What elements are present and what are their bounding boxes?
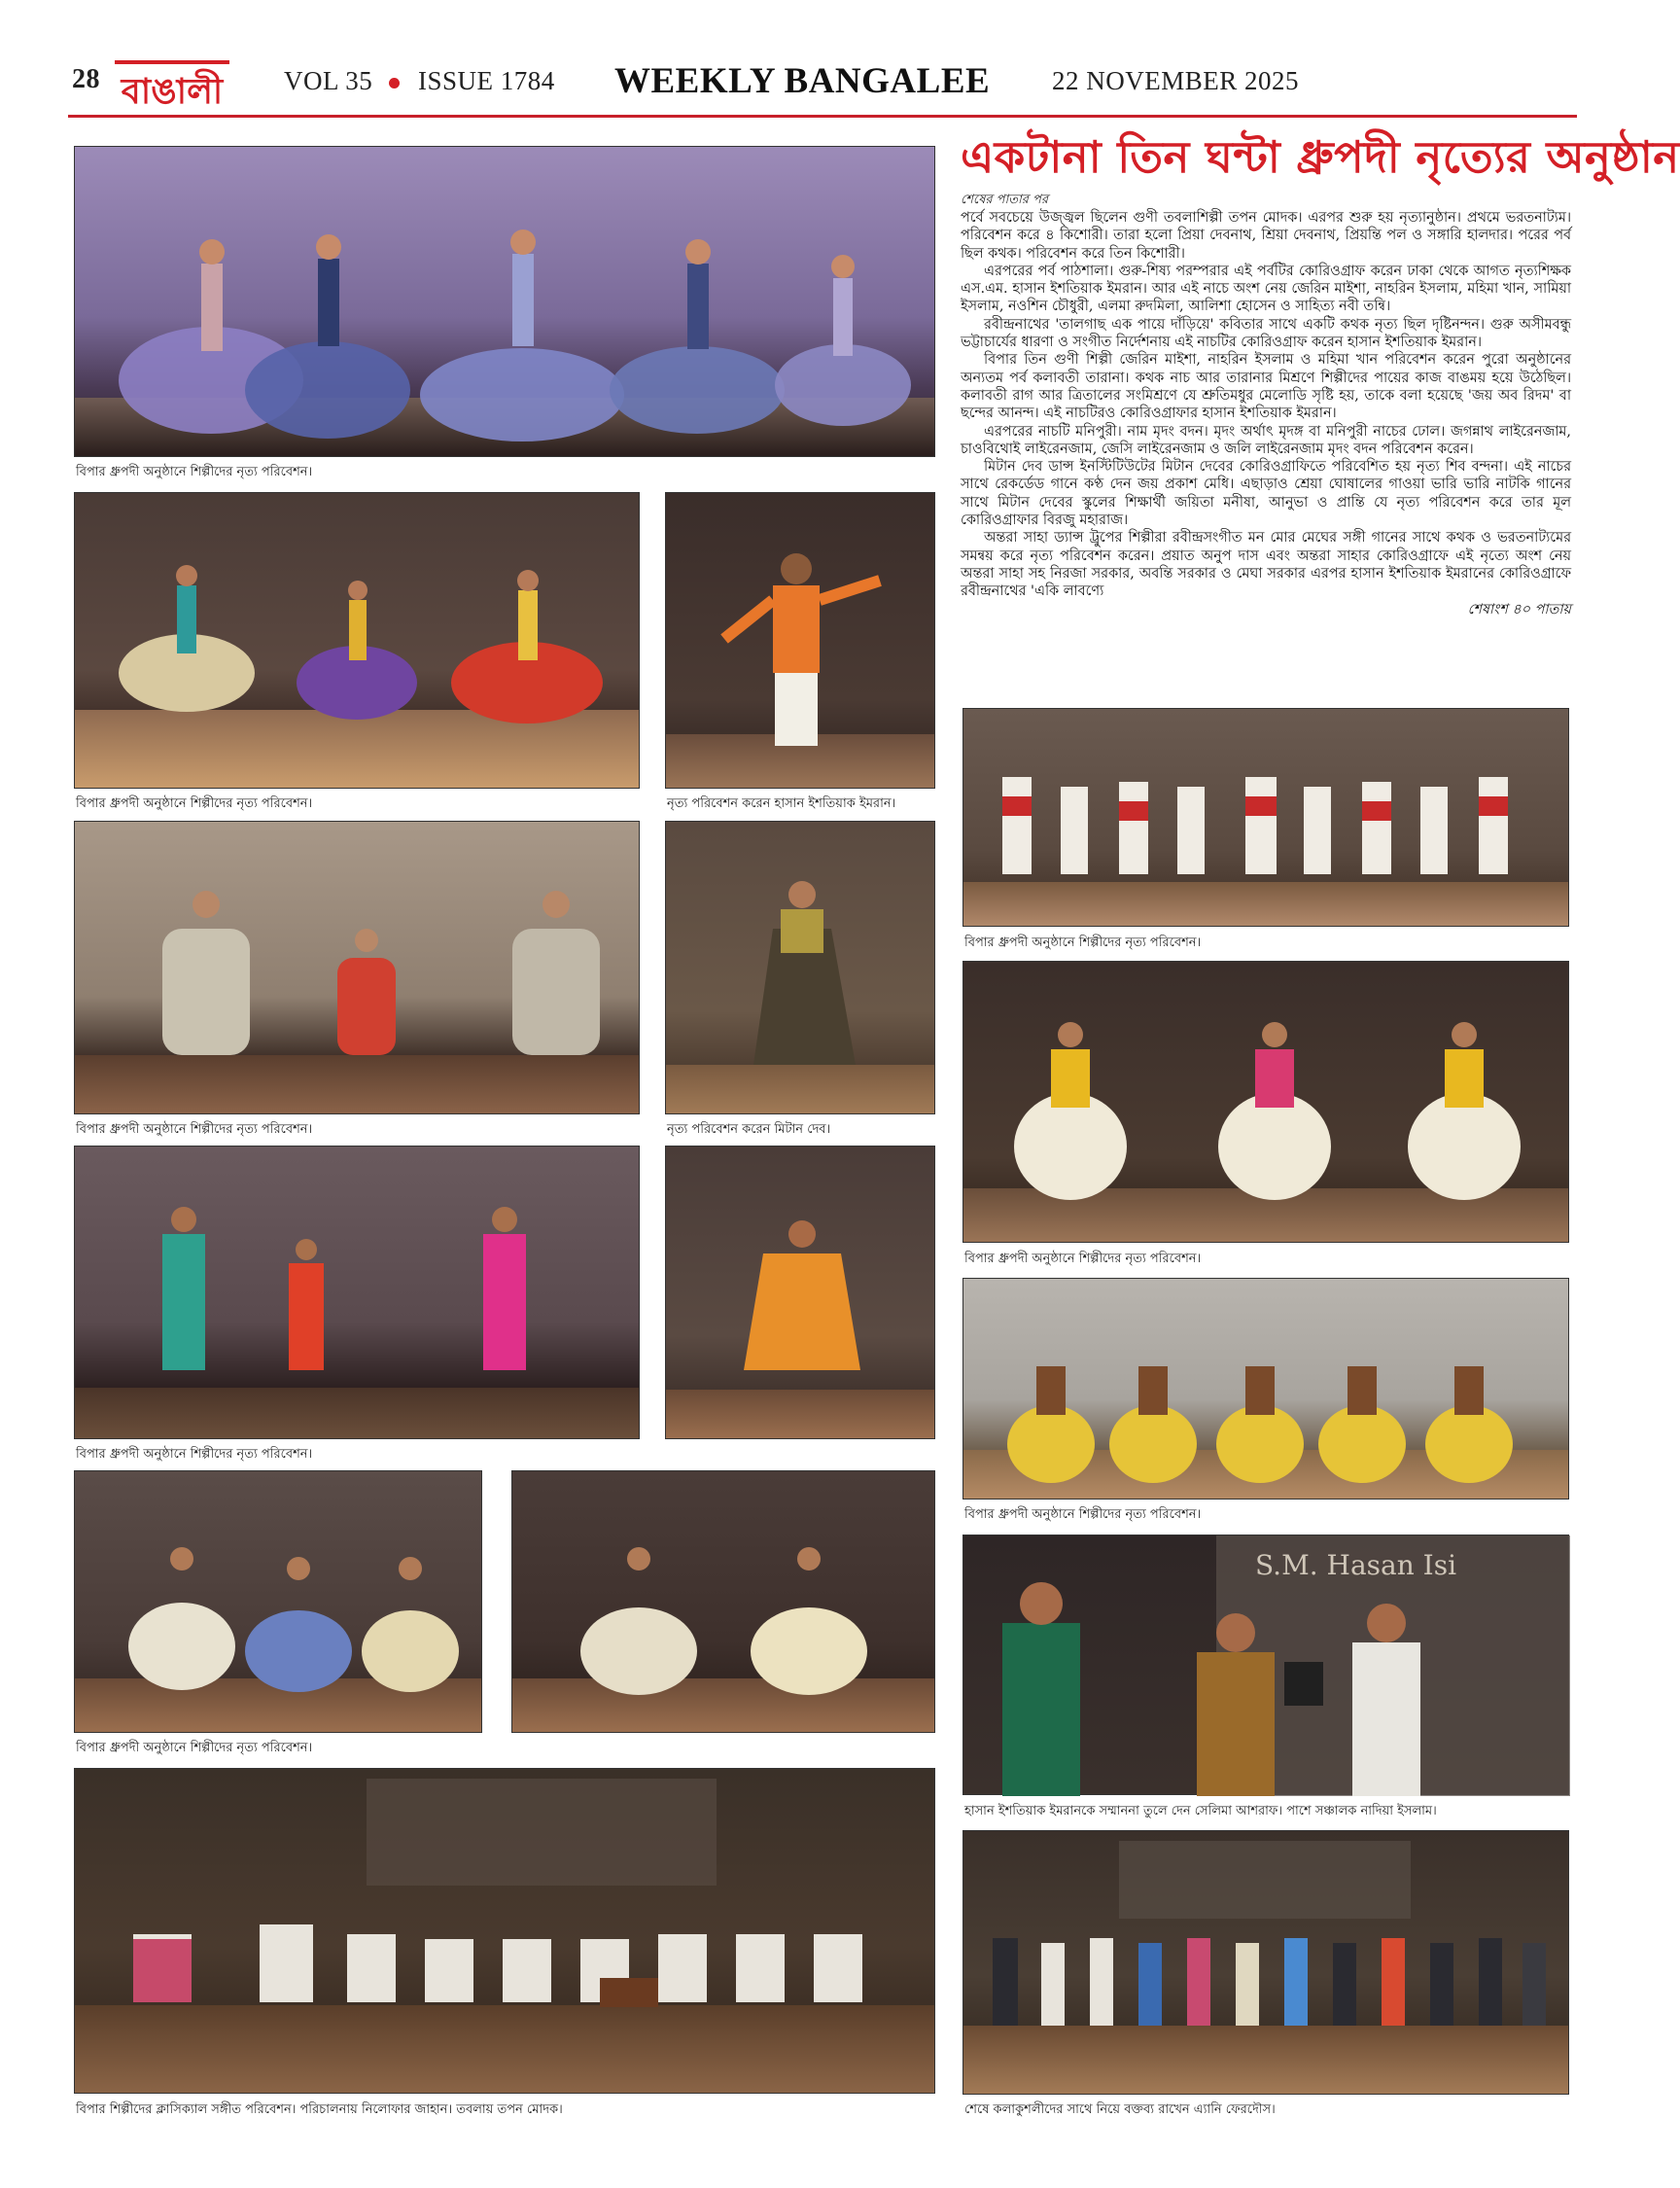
photo-caption: বিপার ধ্রুপদী অনুষ্ঠানে শিল্পীদের নৃত্য পরিবেশন। xyxy=(964,1507,1202,1522)
photo-caption: নৃত্য পরিবেশন করেন মিটান দেব। xyxy=(667,1122,831,1137)
photo-caption: বিপার ধ্রুপদী অনুষ্ঠানে শিল্পীদের নৃত্য পরিবেশন। xyxy=(76,1741,313,1755)
photo-caption: বিপার ধ্রুপদী অনুষ্ঠানে শিল্পীদের নৃত্য পরিবেশন। xyxy=(964,935,1202,950)
photo-kathak-white-left xyxy=(74,1470,482,1733)
photo-dance-trio-colorful xyxy=(962,961,1569,1243)
photo-caption: বিপার ধ্রুপদী অনুষ্ঠানে শিল্পীদের নৃত্য পরিবেশন। xyxy=(76,796,313,811)
photo-award-ceremony xyxy=(962,1535,1569,1795)
photo-caption: হাসান ইশতিয়াক ইমরানকে সম্মাননা তুলে দেন সেলিমা আশরাফ। পাশে সঞ্চালক নাদিয়া ইসলাম। xyxy=(964,1804,1437,1818)
photo-caption: বিপার ধ্রুপদী অনুষ্ঠানে শিল্পীদের নৃত্য পরিবেশন। xyxy=(76,1447,313,1462)
photo-caption: নৃত্য পরিবেশন করেন হাসান ইশতিয়াক ইমরান। xyxy=(667,796,896,811)
photo-solo-dancer xyxy=(665,821,935,1114)
photo-bharatanatyam-trio xyxy=(74,1146,640,1439)
publication-title: WEEKLY BANGALEE xyxy=(614,61,991,101)
photo-solo-orange-dancer xyxy=(665,1146,935,1439)
photo-kathak-trio xyxy=(74,492,640,789)
article-kicker: শেষের পাতার পর xyxy=(961,193,1049,207)
photo-caption: বিপার ধ্রুপদী অনুষ্ঠানে শিল্পীদের নৃত্য পরিবেশন। xyxy=(76,465,313,479)
photo-caption: শেষে কলাকুশলীদের সাথে নিয়ে বক্তব্য রাখেন এ্যানি ফেরদৌস। xyxy=(964,2102,1276,2117)
paragraph: মিটান দেব ডান্স ইনস্টিটিউটের মিটান দেবের কোরিওগ্রাফিতে পরিবেশিত হয় নৃত্য শিব বন্দনা। এই নাচের সাথে রেকর্ডেড গানে কণ্ঠ দেন জয় প্রকাশ মেধি। এছাড়াও শ্রেয়া ঘোষালের গাওয়া ভারি ভারি নাটকি গানের সাথে মিটান দেবের স্কুলের শিক্ষার্থী জয়িতা মনীষা, আনুভা ও প্রান্তি যে নৃত্য পরিবেশন করে তার মূল কোরিওগ্রাফার বিরজু মহারাজ। xyxy=(961,459,1571,529)
paragraph: অন্তরা সাহা ড্যান্স ট্রুপের শিল্পীরা রবীন্দ্রসংগীত মন মোর মেঘের সঙ্গী গানের সাথে কথক ও ভরতনাট্যমের সমন্বয় করে নৃত্য পরিবেশন করেন। প্রয়াত অনুপ দাস এবং অন্তরা সাহার কোরিওগ্রাফে এই নৃত্যে অংশ নেয় অন্তরা সাহা সহ নিরজা সরকার, অবন্তি সরকার ও মেঘা সরকার এরপর হাসান ইশতিয়াক ইমরানের কোরিওগ্রাফে রবীন্দ্রনাথের 'একি লাবণ্যে xyxy=(961,530,1571,600)
photo-yellow-group xyxy=(962,1278,1569,1500)
paragraph: রবীন্দ্রনাথের 'তালগাছ এক পায়ে দাঁড়িয়ে' কবিতার সাথে একটি কথক নৃত্য ছিল দৃষ্টিনন্দন। গুরু অসীমবন্ধু ভট্টাচার্যের ধারণা ও সংগীত নির্দেশনায় এই নাচটির কোরিওগ্রাফ করেন হাসান ইশতিয়াক ইমরান। xyxy=(961,316,1571,351)
photo-caption: বিপার ধ্রুপদী অনুষ্ঠানে শিল্পীদের নৃত্য পরিবেশন। xyxy=(76,1122,313,1137)
paragraph: বিপার তিন গুণী শিল্পী জেরিন মাইশা, নাহরিন ইসলাম ও মহিমা খান পরিবেশন করেন পুরো অনুষ্ঠানের অন্যতম পর্ব কলাবতী তারানা। কথক নাচ আর তারানার মিশ্রণে শিল্পীদের পায়ের কাজ বাঙময় হয়ে উঠেছিল। কলাবতী রাগ আর ত্রিতালের সংমিশ্রণে যে শ্রুতিমধুর মেলোডি সৃষ্টি হয়, তাকে বলা হয়েছে 'জয় অব রিদম' বা ছন্দের আনন্দ। এই নাচটিরও কোরিওগ্রাফার হাসান ইশতিয়াক ইমরান। xyxy=(961,352,1571,422)
photo-kathak-white-right xyxy=(511,1470,935,1733)
logo-graphic xyxy=(109,54,235,115)
photo-manipuri-trio xyxy=(74,821,640,1114)
paragraph: এরপরের নাচটি মনিপুরী। নাম মৃদং বদন। মৃদং অর্থাৎ মৃদঙ্গ বা মনিপুরী নাচের ঢোল। জগন্নাথ লাইরেনজাম, চাওবিথোই লাইরেনজাম, জেসি লাইরেনজাম ও জলি লাইরেনজাম মৃদং বদন পরিবেশন করেন। xyxy=(961,423,1571,457)
continued-note: শেষাংশ ৪০ পাতায় xyxy=(1467,601,1571,618)
photo-manipuri-group xyxy=(962,708,1569,927)
screen-text: S.M. Hasan Isi xyxy=(1255,1549,1457,1581)
paragraph: এরপরের পর্ব পাঠশালা। গুরু-শিষ্য পরম্পরার এই পর্বটির কোরিওগ্রাফ করেন ঢাকা থেকে আগত নৃত্যশিক্ষক এস.এম. হাসান ইশতিয়াক ইমরান। আর এই নাচে অংশ নেয় জেরিন মাইশা, নাহরিন ইসলাম, মহিমা খান, সামিয়া ইসলাম, নওশিন চৌধুরী, এলমা রুদমিলা, আলিশা হোসেন ও সাহিত্য নবী তন্বি। xyxy=(961,263,1571,315)
dancer-figures xyxy=(119,229,911,441)
issue-date: 22 NOVEMBER 2025 xyxy=(1052,66,1300,95)
photo-male-dancer xyxy=(665,492,935,789)
volume-label: VOL 35 xyxy=(284,66,373,95)
header-rule xyxy=(68,115,1577,118)
header-bullet-icon xyxy=(389,78,400,88)
logo-text: বাঙালী xyxy=(121,72,224,112)
photo-group-dance-1 xyxy=(74,146,935,457)
masthead-logo xyxy=(109,54,235,115)
photo-stage-lineup xyxy=(962,1830,1569,2095)
photo-caption: বিপার শিল্পীদের ক্লাসিক্যাল সঙ্গীত পরিবেশন। পরিচালনায় নিলোফার জাহান। তবলায় তপন মোদক। xyxy=(76,2102,563,2117)
article-body xyxy=(961,209,1571,618)
issue-label: ISSUE 1784 xyxy=(418,66,555,95)
photo-classical-music xyxy=(74,1768,935,2094)
article-headline: একটানা তিন ঘন্টা ধ্রুপদী নৃত্যের অনুষ্ঠান xyxy=(961,131,1680,183)
page-number: 28 xyxy=(72,64,100,94)
photo-caption: বিপার ধ্রুপদী অনুষ্ঠানে শিল্পীদের নৃত্য পরিবেশন। xyxy=(964,1252,1202,1266)
paragraph: পর্বে সবচেয়ে উজ্জ্বল ছিলেন গুণী তবলাশিল্পী তপন মোদক। এরপর শুরু হয় নৃত্যানুষ্ঠান। প্রথমে ভরতনাট্যম। পরিবেশন করে ৪ কিশোরী। তারা হলো প্রিয়া দেবনাথ, শ্রিয়া দেবনাথ, প্রিয়ন্তি পল ও সঙ্গারি হালদার। পরের পর্ব ছিল কথক। পরিবেশন করে তিন কিশোরী। xyxy=(961,210,1571,262)
